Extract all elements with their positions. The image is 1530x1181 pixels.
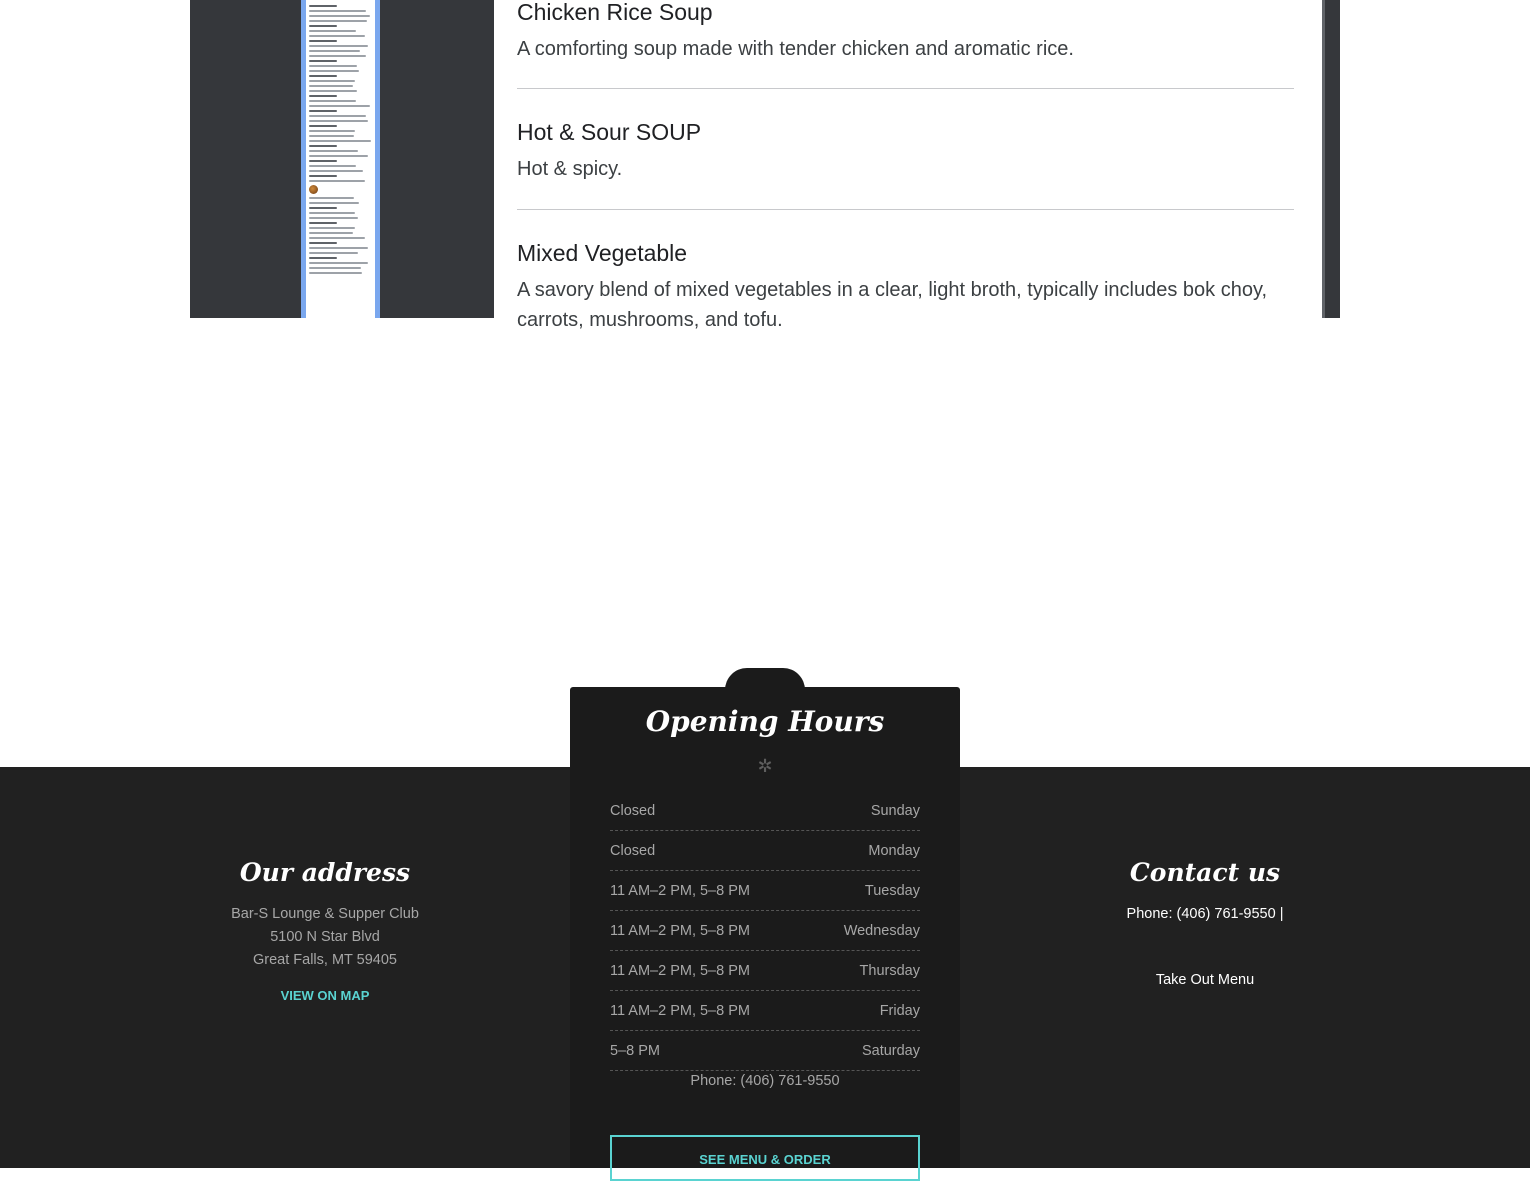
- thumbnail-text-line: [309, 175, 337, 177]
- thumbnail-text-line: [309, 197, 354, 199]
- hours-value: 11 AM–2 PM, 5–8 PM: [610, 922, 750, 939]
- thumbnail-text-line: [309, 10, 366, 12]
- menu-item-name: Chicken Rice Soup: [517, 0, 713, 25]
- thumbnail-text-line: [309, 207, 337, 209]
- address-line: 5100 N Star Blvd: [270, 929, 380, 945]
- thumbnail-text-line: [309, 105, 370, 107]
- opening-hours-title: Opening Hours: [645, 705, 885, 738]
- hours-phone: Phone: (406) 761-9550: [690, 1073, 840, 1089]
- thumbnail-text-line: [309, 125, 337, 127]
- thumbnail-text-line: [309, 80, 355, 82]
- thumbnail-text-line: [309, 267, 361, 269]
- thumbnail-text-line: [309, 110, 337, 112]
- gear-icon: ✲: [757, 756, 773, 777]
- thumbnail-text-line: [309, 75, 337, 77]
- menu-divider: [517, 88, 1294, 89]
- hours-day: Wednesday: [843, 922, 920, 939]
- page-edge-shadow: [1322, 0, 1325, 318]
- hours-row-sunday: [610, 791, 920, 831]
- hours-value: 11 AM–2 PM, 5–8 PM: [610, 882, 750, 899]
- thumbnail-text-line: [309, 115, 366, 117]
- thumbnail-text-line: [309, 242, 337, 244]
- hours-value: Closed: [610, 802, 656, 819]
- thumbnail-text-line: [309, 5, 337, 7]
- thumbnail-text-line: [309, 262, 368, 264]
- thumbnail-text-line: [309, 272, 362, 274]
- hours-day: Tuesday: [864, 882, 920, 899]
- hours-day: Sunday: [870, 802, 920, 819]
- thumbnail-text-line: [309, 145, 337, 147]
- thumbnail-text-line: [309, 180, 365, 182]
- menu-document-viewer: [190, 0, 1340, 331]
- hours-row-monday: [610, 831, 920, 871]
- hours-day: Thursday: [859, 962, 920, 979]
- hours-day: Friday: [879, 1002, 920, 1019]
- page-thumbnail-strip[interactable]: [301, 0, 380, 318]
- menu-page: [494, 0, 1322, 331]
- menu-divider: [517, 209, 1294, 210]
- thumbnail-text-line: [309, 217, 358, 219]
- thumbnail-text-line: [309, 45, 368, 47]
- thumbnail-text-line: [309, 150, 358, 152]
- hours-row-thursday: [610, 951, 920, 991]
- hours-row-wednesday: [610, 911, 920, 951]
- menu-item-name: Mixed Vegetable: [517, 240, 688, 266]
- thumbnail-text-line: [309, 15, 370, 17]
- hours-row-saturday: [610, 1031, 920, 1071]
- menu-item-description: A savory blend of mixed vegetables in a clear, light broth, typically includes bok choy, carrots, mushrooms, and tofu.: [517, 279, 1268, 331]
- page-thumbnail[interactable]: [306, 0, 375, 318]
- thumbnail-text-line: [309, 130, 355, 132]
- hours-value: Closed: [610, 842, 656, 859]
- thumbnail-text-line: [309, 100, 356, 102]
- address-section: [170, 858, 480, 1004]
- contact-section: [1050, 858, 1360, 988]
- view-on-map-link[interactable]: VIEW ON MAP: [280, 988, 370, 1003]
- hours-day: Saturday: [861, 1042, 920, 1059]
- thumbnail-text-line: [309, 20, 367, 22]
- menu-item-name: Hot & Sour SOUP: [517, 119, 702, 145]
- thumbnail-text-line: [309, 155, 368, 157]
- thumbnail-text-line: [309, 212, 355, 214]
- thumbnail-text-line: [309, 135, 354, 137]
- thumbnail-text-line: [309, 222, 337, 224]
- menu-item: [517, 118, 1294, 184]
- hours-value: 11 AM–2 PM, 5–8 PM: [610, 962, 750, 979]
- thumbnail-text-line: [309, 50, 360, 52]
- address-line: Bar-S Lounge & Supper Club: [231, 906, 419, 922]
- address-lines: [170, 903, 480, 972]
- address-title: Our address: [239, 858, 411, 887]
- thumbnail-text-line: [309, 90, 357, 92]
- thumbnail-text-line: [309, 120, 368, 122]
- thumbnail-text-line: [309, 35, 365, 37]
- take-out-menu-link[interactable]: Take Out Menu: [1155, 972, 1255, 988]
- contact-phone[interactable]: Phone: (406) 761-9550 |: [1126, 906, 1284, 922]
- address-line: Great Falls, MT 59405: [253, 952, 397, 968]
- thumbnail-text-line: [309, 55, 366, 57]
- thumbnail-text-line: [309, 140, 371, 142]
- thumbnail-text-line: [309, 170, 363, 172]
- thumbnail-text-line: [309, 202, 359, 204]
- thumbnail-text-line: [309, 232, 353, 234]
- thumbnail-text-line: [309, 247, 368, 249]
- hours-value: 11 AM–2 PM, 5–8 PM: [610, 1002, 750, 1019]
- thumbnail-text-line: [309, 60, 337, 62]
- thumbnail-text-line: [309, 237, 365, 239]
- thumbnail-text-line: [309, 252, 358, 254]
- menu-item-description: A comforting soup made with tender chicken and aromatic rice.: [517, 38, 1074, 60]
- thumbnail-text-line: [309, 160, 337, 162]
- thumbnail-text-line: [309, 40, 337, 42]
- thumbnail-food-image: [309, 185, 318, 194]
- thumbnail-text-line: [309, 65, 357, 67]
- thumbnail-text-line: [309, 227, 355, 229]
- hours-day: Monday: [868, 842, 920, 859]
- thumbnail-text-line: [309, 30, 356, 32]
- menu-item-description: Hot & spicy.: [517, 158, 623, 180]
- thumbnail-text-line: [309, 95, 337, 97]
- contact-title: Contact us: [1129, 858, 1281, 887]
- hours-value: 5–8 PM: [610, 1042, 660, 1059]
- opening-hours-list: [610, 791, 920, 1071]
- thumbnail-text-line: [309, 70, 359, 72]
- menu-item: [517, 239, 1294, 335]
- thumbnail-text-line: [309, 85, 353, 87]
- see-menu-order-button[interactable]: SEE MENU & ORDER: [610, 1135, 920, 1181]
- hours-row-friday: [610, 991, 920, 1031]
- thumbnail-text-line: [309, 165, 356, 167]
- hours-row-tuesday: [610, 871, 920, 911]
- thumbnail-text-line: [309, 25, 337, 27]
- menu-item: [517, 0, 1294, 64]
- thumbnail-text-line: [309, 257, 337, 259]
